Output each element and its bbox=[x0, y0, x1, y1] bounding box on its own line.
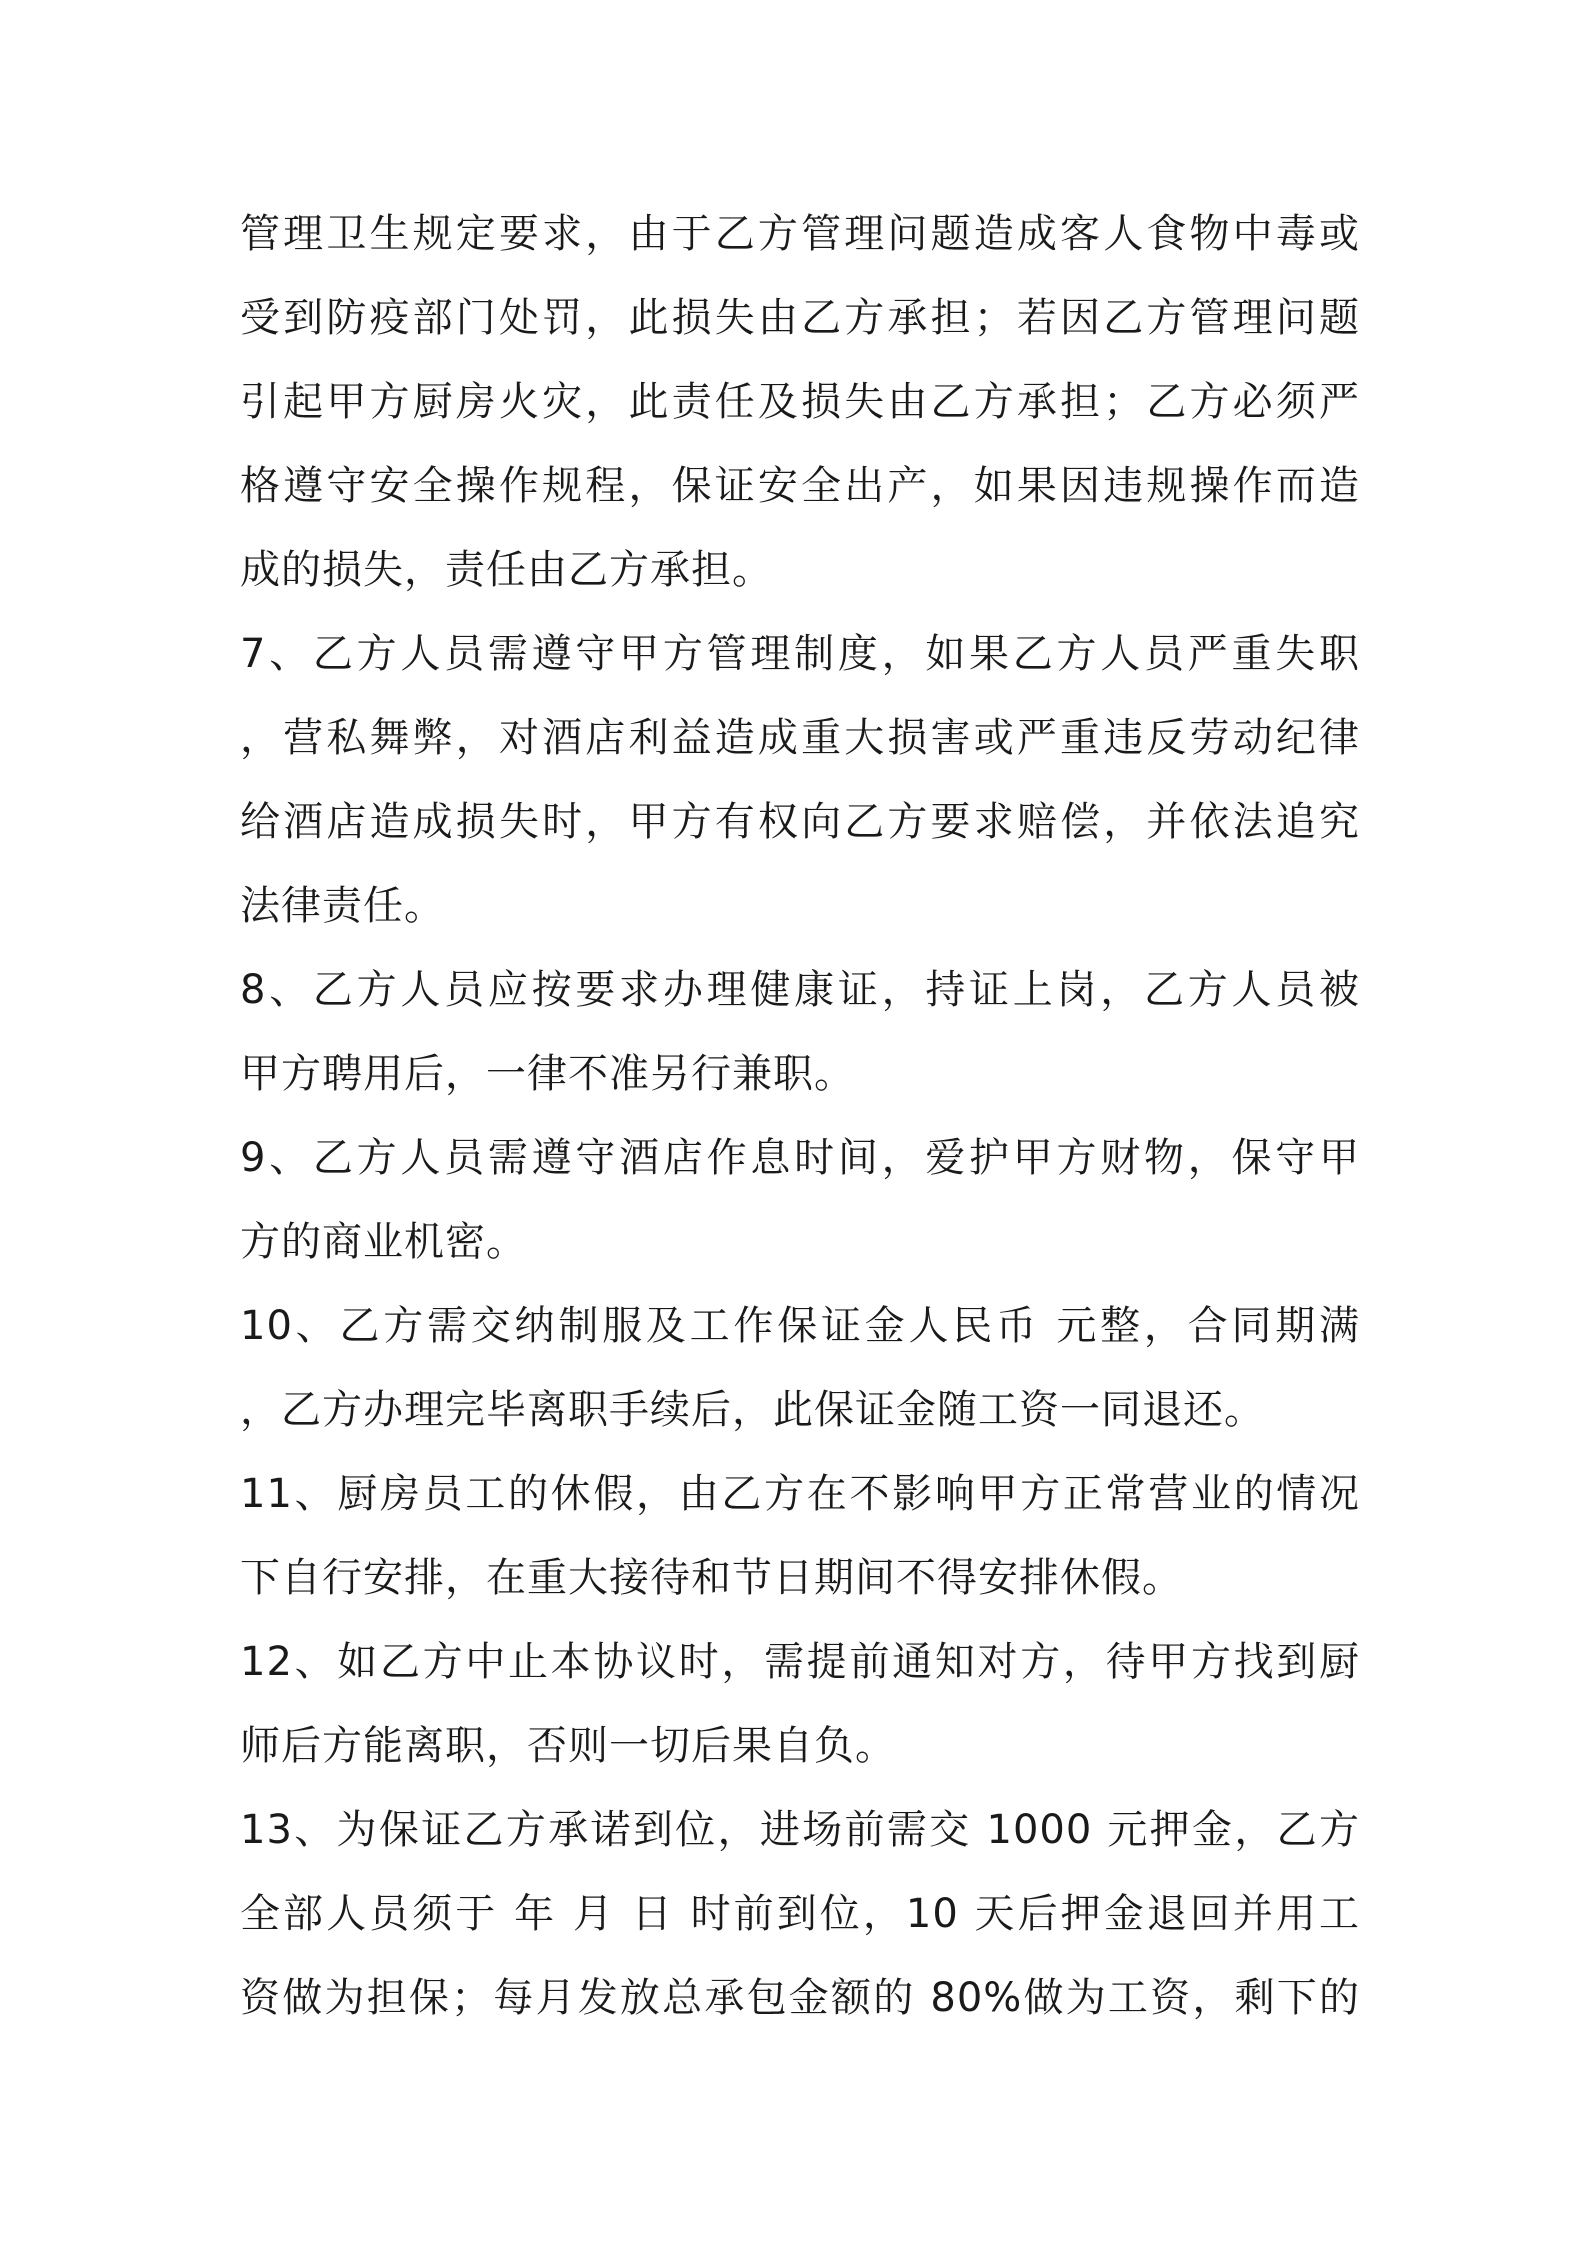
text-line: 全部人员须于 年 月 日 时前到位，10 天后押金退回并用工 bbox=[240, 1891, 1360, 1937]
text-line: 引起甲方厨房火灾，此责任及损失由乙方承担；乙方必须严 bbox=[240, 379, 1360, 425]
text-line: 方的商业机密。 bbox=[240, 1219, 527, 1265]
text-line: 受到防疫部门处罚，此损失由乙方承担；若因乙方管理问题 bbox=[240, 295, 1360, 341]
text-line: 成的损失，责任由乙方承担。 bbox=[240, 547, 773, 593]
clause-12-line: 12、如乙方中止本协议时，需提前通知对方，待甲方找到厨 bbox=[240, 1639, 1360, 1685]
document-body bbox=[240, 192, 1360, 2040]
text-line: 管理卫生规定要求，由于乙方管理问题造成客人食物中毒或 bbox=[240, 211, 1360, 257]
clause-8-line: 8、乙方人员应按要求办理健康证，持证上岗，乙方人员被 bbox=[240, 967, 1360, 1013]
text-line: 师后方能离职，否则一切后果自负。 bbox=[240, 1723, 896, 1769]
text-line: 下自行安排，在重大接待和节日期间不得安排休假。 bbox=[240, 1555, 1183, 1601]
text-line: 法律责任。 bbox=[240, 883, 445, 929]
text-line: 格遵守安全操作规程，保证安全出产，如果因违规操作而造 bbox=[240, 463, 1360, 509]
clause-13-line: 13、为保证乙方承诺到位，进场前需交 1000 元押金，乙方 bbox=[240, 1807, 1360, 1853]
text-line: 给酒店造成损失时，甲方有权向乙方要求赔偿，并依法追究 bbox=[240, 799, 1360, 845]
clause-7-line: 7、乙方人员需遵守甲方管理制度，如果乙方人员严重失职 bbox=[240, 631, 1360, 677]
text-line: 资做为担保；每月发放总承包金额的 80%做为工资，剩下的 bbox=[240, 1975, 1360, 2021]
text-line: ，乙方办理完毕离职手续后，此保证金随工资一同退还。 bbox=[240, 1387, 1265, 1433]
text-line: 甲方聘用后，一律不准另行兼职。 bbox=[240, 1051, 855, 1097]
clause-11-line: 11、厨房员工的休假，由乙方在不影响甲方正常营业的情况 bbox=[240, 1471, 1360, 1517]
clause-10-line: 10、乙方需交纳制服及工作保证金人民币 元整，合同期满 bbox=[240, 1303, 1360, 1349]
clause-9-line: 9、乙方人员需遵守酒店作息时间，爱护甲方财物，保守甲 bbox=[240, 1135, 1360, 1181]
text-line: ，营私舞弊，对酒店利益造成重大损害或严重违反劳动纪律 bbox=[240, 715, 1360, 761]
